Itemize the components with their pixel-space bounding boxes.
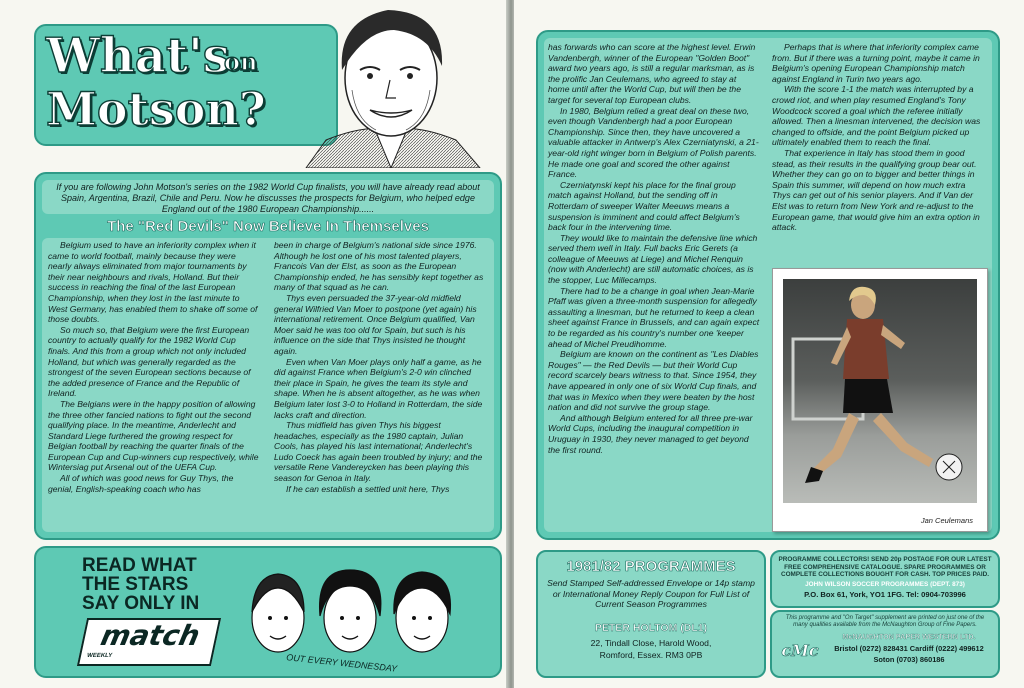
paragraph: If he can establish a settled unit here, Thys bbox=[286, 483, 450, 494]
paragraph: And although Belgium entered for all three pre-war World Cups, including the inaugural competition in Uruguay in 1930, they never managed to get beyond the first round. bbox=[548, 412, 753, 455]
title-on: on bbox=[224, 47, 258, 76]
programmes-ad-addr1: 22, Tindall Close, Harold Wood, bbox=[590, 638, 712, 648]
ad-line-2: THE STARS bbox=[82, 574, 189, 595]
match-magazine-ad bbox=[34, 546, 502, 678]
article-box bbox=[34, 172, 502, 540]
ad-tagline: OUT EVERY WEDNESDAY bbox=[285, 652, 398, 674]
programmes-ad bbox=[536, 550, 766, 678]
player-photo bbox=[783, 279, 977, 503]
collectors-ad-address: P.O. Box 61, York, YO1 1FG. Tel: 0904-703996 bbox=[804, 590, 966, 599]
paragraph: In 1980, Belgium relied a great deal on these two, even though Vandenbergh had a poor European Championship. Since then, they have uncovered a valuable attacker in Antwerp's Alex Czerniatynski, a 21-year-old right winger born in Belgium of Polish parents. He made one goal and scored the other against France. bbox=[548, 105, 759, 180]
paragraph: With the score 1-1 the match was interrupted by a crowd riot, and when play resumed England's Tony Woodcock scored a goal which the referee initially allowed. Then a linesman intervened, the decision was changed to offside, and the point Belgium picked up ultimately enabled them to reach the final. bbox=[772, 84, 981, 148]
ad-line-1: READ WHAT bbox=[82, 555, 197, 576]
paragraph: All of which was good news for Guy Thys, the genial, English-speaking coach who has bbox=[48, 473, 234, 494]
paragraph: Belgium used to have an inferiority complex when it came to world football, mainly because they were nearly always eliminated from major tournaments by their near neighbours and rivals, Holland. But their success in reaching the final of the last European Championship, when they lost in the last minute to West Germany, has enabled them to shake off some of those doubts. bbox=[48, 240, 258, 325]
programmes-ad-body: Send Stamped Self-addressed Envelope or 14p stamp or International Money Reply Coupon for Full List of Current Season Programmes bbox=[547, 578, 755, 610]
printer-ad bbox=[770, 610, 1000, 678]
title-banner bbox=[34, 24, 338, 146]
printer-logo: cMc bbox=[781, 641, 819, 660]
article-col-4 bbox=[772, 42, 986, 233]
footballer-faces bbox=[242, 566, 464, 658]
paragraph: Perhaps that is where that inferiority complex came from. But if there was a turning point, maybe it came in Belgium's opening European Championship match against England in Turin two years ago. bbox=[772, 42, 980, 84]
paragraph: been in charge of Belgium's national side since 1976. Although he lost one of his most talented players, Francois Van der Elst, as soon as the European Championship ended, he has sensibly kept together as many of that squad as he can. bbox=[274, 240, 484, 293]
title-motson: Motson? bbox=[46, 82, 266, 136]
paragraph: Even when Van Moer plays only half a game, as he did against France when Belgium's 2-0 win clinched their place in Spain, he gives the team its style and shape. When he is absent altogether, as he was when Belgium later lost 3-0 to Holland in Rotterdam, the side lacks craft and direction. bbox=[274, 356, 483, 420]
printer-ad-line2: Soton (0703) 860186 bbox=[873, 655, 945, 664]
left-page bbox=[0, 0, 508, 688]
printer-ad-line1: Bristol (0272) 828431 Cardiff (0222) 499612 bbox=[834, 644, 984, 653]
ad-line-3: SAY ONLY IN bbox=[82, 593, 200, 614]
paragraph: Belgium are known on the continent as "Les Diables Rouges" — the Red Devils — but their World Cup record scarcely bears witness to that. Since 1954, they have appeared in only one of six World Cup finals, and that was in Mexico when they were beaten by the host nation and did not survive the group stage. bbox=[548, 349, 759, 413]
paragraph: Thus midfield has given Thys his biggest headaches, especially as the 1980 captain, Julian Cools, has played his last international; Anderlecht's Ludo Coeck has again been troubled by injury; and the versatile Rene Vandereycken has been playing this season for Genoa in Italy. bbox=[274, 420, 483, 484]
paragraph: Thys even persuaded the 37-year-old midfield general Wilfried Van Moer to postpone (yet again) his international retirement. Once Belgium qualified, Van Moer said he was too old for Spain, but such is his influence on the side that Thys insisted he thought again. bbox=[274, 292, 477, 356]
article-col-2 bbox=[274, 240, 486, 494]
paragraph: has forwards who can score at the highest level. Erwin Vandenbergh, winner of the European "Golden Boot" award two years ago, is still a regular marksman, as is the prolific Jan Ceulemans, who agreed to stay at home until after the World Cup, but will then be the target for several top European clubs. bbox=[548, 42, 756, 105]
motson-portrait bbox=[296, 0, 486, 168]
collectors-ad bbox=[770, 550, 1000, 608]
title-whats: What's bbox=[46, 28, 230, 84]
article-body-panel bbox=[42, 238, 494, 532]
collectors-ad-company: JOHN WILSON SOCCER PROGRAMMES (DEPT. 873) bbox=[805, 581, 965, 588]
programmes-ad-addr2: Romford, Essex. RM3 0PB bbox=[599, 650, 703, 660]
match-logo-text: match bbox=[97, 619, 203, 652]
match-logo bbox=[77, 618, 221, 666]
ad-headline bbox=[82, 556, 199, 613]
paragraph: Czerniatynski kept his place for the final group match against Holland, but the sending off in Rotterdam of sweeper Walter Meeuws means a suspension is imminent and could affect Belgium's back four in the intervening time. bbox=[548, 179, 740, 233]
photo-caption: Jan Ceulemans bbox=[920, 516, 973, 525]
article-intro-panel bbox=[42, 180, 494, 214]
match-logo-sub: WEEKLY bbox=[86, 653, 113, 659]
motson-portrait-illustration bbox=[296, 0, 486, 168]
article-intro: If you are following John Motson's series on the 1982 World Cup finalists, you will have already read about Spain, Argentina, Brazil, Chile and Peru. Now he discusses the prospects for Belgium, who helped edge England out of the 1980 European Championship...... bbox=[56, 182, 480, 214]
paragraph: That experience in Italy has stood them in good stead, as their results in the qualifying group bear out. Whether they can go on to bigger and better things in Spain this summer, will depend on how much extra Thys can get out of his senior players. And if Van der Elst was to return from New York and re-adjust to the European game, that would give him an extra option in attack. bbox=[772, 147, 980, 233]
article-col-1 bbox=[48, 240, 260, 494]
programmes-ad-title: 1981/82 PROGRAMMES bbox=[566, 558, 736, 575]
paragraph: There had to be a change in goal when Jean-Marie Pfaff was given a three-month suspension for allegedly assaulting a linesman, but he returned to keep a clean sheet against France in Brussels, and can again expect to be regarded as his country's number one 'keeper ahead of Michel Preudihomme. bbox=[548, 285, 760, 349]
printer-ad-company: McNAUGHTON PAPER WESTERN LTD. bbox=[842, 632, 976, 641]
player-photo-illustration bbox=[783, 279, 977, 503]
player-photo-frame bbox=[772, 268, 988, 532]
programmes-ad-seller: PETER HOLTOM (DL1) bbox=[594, 622, 708, 634]
collectors-ad-text: PROGRAMME COLLECTORS! SEND 20p POSTAGE FOR OUR LATEST FREE COMPREHENSIVE CATALOGUE. SPARE PROGRAMMES OR COMPLETE COLLECTIONS BOUGHT FOR CASH. TOP PRICES PAID. bbox=[778, 556, 992, 579]
faces-illustration bbox=[242, 566, 464, 658]
printer-ad-note: This programme and "On Target" supplement are printed on just one of the many qualities available from the McNaughton Group of Fine Papers. bbox=[785, 615, 985, 628]
article-col-3 bbox=[548, 42, 760, 455]
paragraph: The Belgians were in the happy position of allowing the three other fancied nations to fight out the second qualifying place. In the meantime, Anderlecht and Standard Liege furthered the growing respect for Belgian football by reaching the quarter finals of the European Cup and Cup-winners cup respectively, while Wintersiag put Arsenal out of the UEFA Cup. bbox=[48, 398, 259, 473]
paragraph: So much so, that Belgium were the first European country to actually qualify for the 1982 World Cup finals. And this from a group which not only included Holland, but which was generally regarded as the strongest of the seven European sections because of the added presence of France and the Republic of Ireland. bbox=[48, 324, 251, 399]
article-headline: The "Red Devils" Now Believe In Themselves bbox=[107, 218, 429, 235]
right-page bbox=[514, 0, 1024, 688]
paragraph: They would like to maintain the defensive line which served them well in Italy. Full backs Eric Gerets (a colleague of Meeuws at Liege) and Michel Renquin (now with Anderlecht) are still automatic choices, as is the stopper, Luc Millecamps. bbox=[548, 232, 758, 286]
